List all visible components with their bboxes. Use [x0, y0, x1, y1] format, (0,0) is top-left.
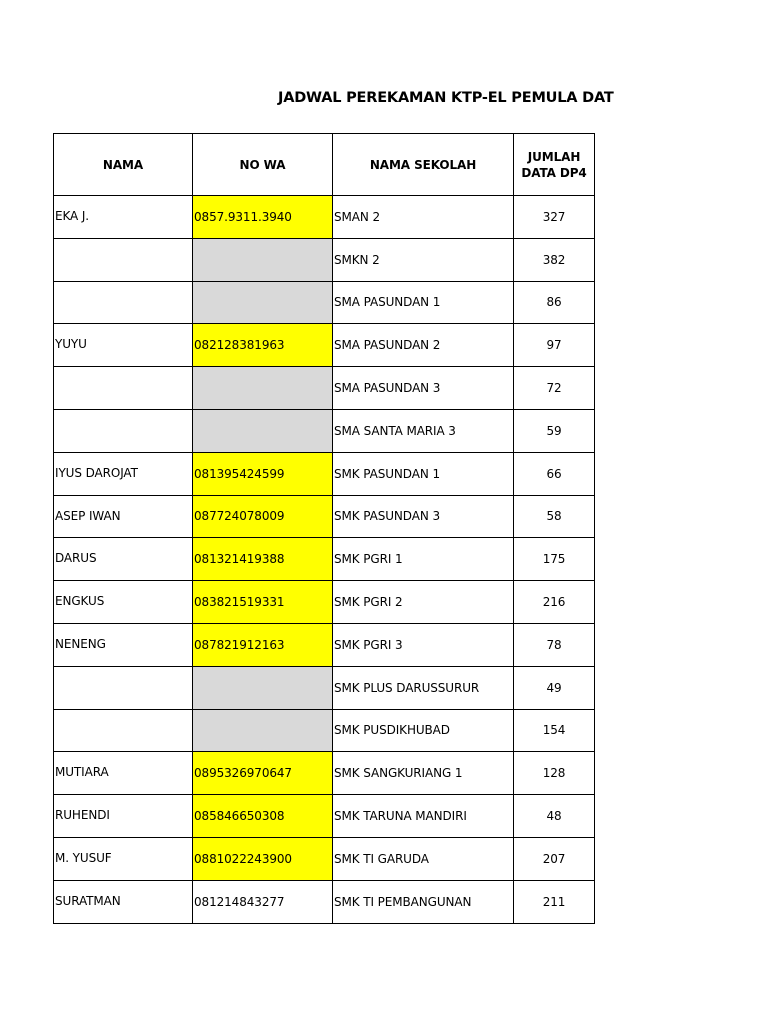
cell-nama-sekolah: SMA SANTA MARIA 3 — [333, 409, 514, 452]
cell-nama-sekolah: SMK TARUNA MANDIRI — [333, 795, 514, 838]
cell-no-wa: 0857.9311.3940 — [193, 196, 333, 239]
header-no-wa: NO WA — [193, 134, 333, 196]
cell-jumlah: 48 — [514, 795, 595, 838]
cell-nama: DARUS — [54, 538, 193, 581]
cell-jumlah: 207 — [514, 837, 595, 880]
cell-nama — [54, 238, 193, 281]
cell-jumlah: 49 — [514, 666, 595, 709]
table-row — [54, 409, 595, 452]
table-row — [54, 281, 595, 324]
table-row — [54, 367, 595, 410]
cell-nama-sekolah: SMAN 2 — [333, 196, 514, 239]
cell-nama: ENGKUS — [54, 581, 193, 624]
cell-nama — [54, 409, 193, 452]
cell-no-wa — [193, 281, 333, 324]
cell-jumlah: 382 — [514, 238, 595, 281]
cell-nama: MUTIARA — [54, 752, 193, 795]
cell-nama-sekolah: SMK PASUNDAN 3 — [333, 495, 514, 538]
cell-no-wa: 083821519331 — [193, 581, 333, 624]
cell-nama: NENENG — [54, 623, 193, 666]
cell-jumlah: 59 — [514, 409, 595, 452]
table-row — [54, 495, 595, 538]
cell-no-wa — [193, 666, 333, 709]
cell-no-wa: 0881022243900 — [193, 837, 333, 880]
header-nama: NAMA — [54, 134, 193, 196]
table-row — [54, 623, 595, 666]
cell-jumlah: 66 — [514, 452, 595, 495]
header-jumlah-line2: DATA DP4 — [521, 165, 587, 180]
cell-nama — [54, 367, 193, 410]
page-title: JADWAL PEREKAMAN KTP-EL PEMULA DAT — [278, 90, 614, 106]
cell-nama-sekolah: SMK PGRI 2 — [333, 581, 514, 624]
cell-nama-sekolah: SMK PGRI 1 — [333, 538, 514, 581]
cell-jumlah: 154 — [514, 709, 595, 752]
cell-jumlah: 216 — [514, 581, 595, 624]
table-row — [54, 752, 595, 795]
cell-nama: YUYU — [54, 324, 193, 367]
cell-nama — [54, 709, 193, 752]
cell-nama: ASEP IWAN — [54, 495, 193, 538]
table-row — [54, 837, 595, 880]
cell-no-wa: 0895326970647 — [193, 752, 333, 795]
cell-no-wa: 081321419388 — [193, 538, 333, 581]
cell-nama-sekolah: SMK SANGKURIANG 1 — [333, 752, 514, 795]
table-row — [54, 581, 595, 624]
cell-no-wa: 081395424599 — [193, 452, 333, 495]
cell-nama-sekolah: SMK PASUNDAN 1 — [333, 452, 514, 495]
cell-nama-sekolah: SMA PASUNDAN 2 — [333, 324, 514, 367]
header-row — [54, 134, 595, 196]
cell-jumlah: 86 — [514, 281, 595, 324]
cell-no-wa: 082128381963 — [193, 324, 333, 367]
cell-no-wa — [193, 367, 333, 410]
header-jumlah-data-dp4 — [514, 134, 595, 196]
cell-no-wa — [193, 409, 333, 452]
cell-nama-sekolah: SMA PASUNDAN 1 — [333, 281, 514, 324]
cell-jumlah: 327 — [514, 196, 595, 239]
cell-nama — [54, 666, 193, 709]
cell-nama: EKA J. — [54, 196, 193, 239]
table-row — [54, 324, 595, 367]
cell-jumlah: 72 — [514, 367, 595, 410]
cell-nama-sekolah: SMA PASUNDAN 3 — [333, 367, 514, 410]
cell-nama — [54, 281, 193, 324]
cell-jumlah: 175 — [514, 538, 595, 581]
cell-nama: SURATMAN — [54, 880, 193, 923]
cell-nama-sekolah: SMK PUSDIKHUBAD — [333, 709, 514, 752]
table-row — [54, 238, 595, 281]
table-row — [54, 795, 595, 838]
cell-jumlah: 128 — [514, 752, 595, 795]
table-row — [54, 538, 595, 581]
cell-jumlah: 211 — [514, 880, 595, 923]
cell-nama-sekolah: SMK TI PEMBANGUNAN — [333, 880, 514, 923]
table-body — [54, 196, 595, 924]
cell-no-wa: 085846650308 — [193, 795, 333, 838]
cell-no-wa: 087821912163 — [193, 623, 333, 666]
cell-nama: RUHENDI — [54, 795, 193, 838]
cell-nama-sekolah: SMKN 2 — [333, 238, 514, 281]
cell-jumlah: 78 — [514, 623, 595, 666]
cell-no-wa — [193, 238, 333, 281]
table-row — [54, 196, 595, 239]
cell-nama-sekolah: SMK TI GARUDA — [333, 837, 514, 880]
cell-no-wa — [193, 709, 333, 752]
table-row — [54, 709, 595, 752]
schedule-table — [53, 133, 595, 924]
cell-nama-sekolah: SMK PGRI 3 — [333, 623, 514, 666]
cell-no-wa: 087724078009 — [193, 495, 333, 538]
header-jumlah-line1: JUMLAH — [527, 149, 581, 164]
cell-nama: M. YUSUF — [54, 837, 193, 880]
header-nama-sekolah: NAMA SEKOLAH — [333, 134, 514, 196]
cell-jumlah: 58 — [514, 495, 595, 538]
cell-no-wa: 081214843277 — [193, 880, 333, 923]
cell-nama-sekolah: SMK PLUS DARUSSURUR — [333, 666, 514, 709]
table-row — [54, 666, 595, 709]
table-row — [54, 452, 595, 495]
cell-jumlah: 97 — [514, 324, 595, 367]
table-row — [54, 880, 595, 923]
cell-nama: IYUS DAROJAT — [54, 452, 193, 495]
